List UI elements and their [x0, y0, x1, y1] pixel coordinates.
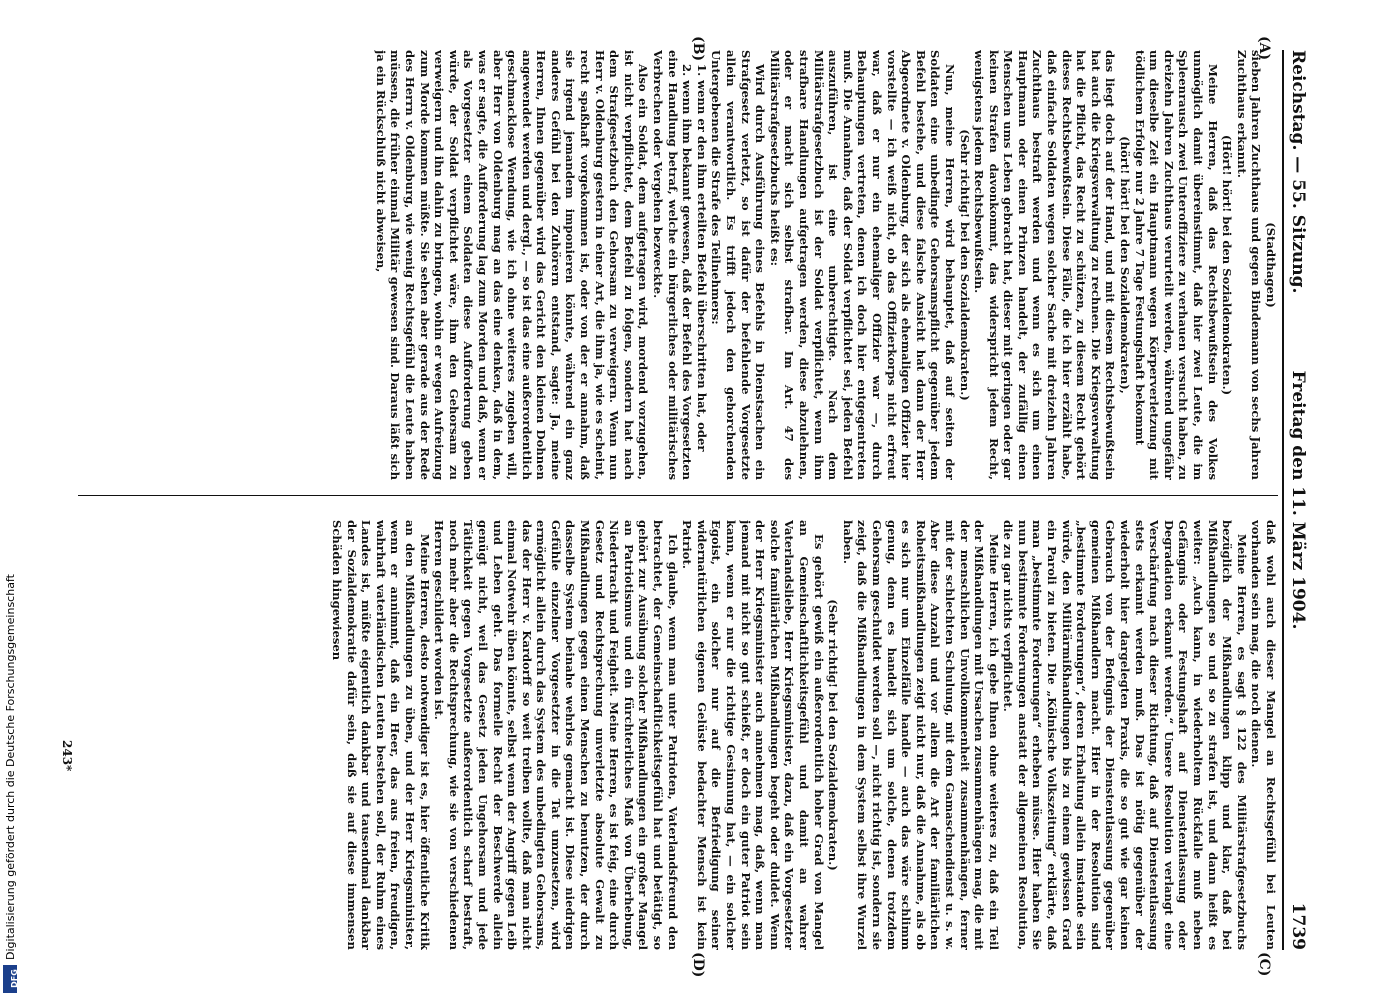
paragraph: Wird durch Ausführung eines Befehls in Dienstsachen ein Strafgesetz verletzt, so ist dafür der befehlende Vorgesetzte allein verantwortlich. Es trifft jedoch den gehorchenden Untergebenen die Strafe des Teilnehmers:: [709, 50, 768, 480]
paragraph: (Stadthagen): [1264, 222, 1278, 308]
paragraph: Nun, meine Herren, wird behauptet, daß auf seiten der Soldaten eine unbedingte Gehorsamspflicht gegenüber jedem Befehl bestehe, und diese falsche Ansicht hat dann der Herr Abgeordnete v. Oldenburg, der sich als ehemaligen Offizier hier vorstellte — ich weiß nicht, ob das Offizierkorps nicht erfreut war, daß er nur ein ehemaliger Offizier war —, durch Behauptungen vertreten, denen ich doch hier entgegentreten muß. Die Annahme, daß der Soldat verpflichtet sei, jeden Befehl auszuführen, ist eine unberechtigte. Nach dem Militärstrafgesetzbuch ist der Soldat verpflichtet, wenn ihm strafbare Handlungen aufgetragen werden, diese abzulehnen, oder er macht sich selbst strafbar. Im Art. 47 des Militärstrafgesetzbuchs heißt es:: [767, 50, 957, 480]
paragraph: 2. wenn ihm bekannt gewesen, daß der Befehl des Vorgesetzten eine Handlung betraf, welche ein bürgerliches oder militärisches Verbrechen oder Vergehen bezweckte.: [651, 50, 695, 480]
header-session: Reichstag. — 55. Sitzung.: [1288, 50, 1308, 294]
header-page-number: 1739: [1288, 902, 1308, 950]
paragraph: Also ein Soldat, dem aufgetragen wird, mordend vorzugehen, ist nicht verpflichtet, dem Befehl zu folgen, sondern hat nach dem Strafgesetzbuch den Gehorsam zu verweigern. Wenn nun Herr v. Oldenburg gestern in einer Art, die ihm ja, wie es scheint, recht spaßhaft vorgekommen ist, oder von der er annahm, daß sie irgend jemandem imponieren könnte, während ein ganz anderes Gefühl bei den Zuhörern entstand, sagte: Ja, meine Herren, Ihnen gegenüber wird das Gericht den kleinen Dohnen angewendet werden und dergl., — so ist das eine außerordentlich geschmacklose Wendung, wie ich ohne weiteres zugeben will, aber Herr von Oldenburg mag an das eine denken, daß in dem, was er sagte, die Aufforderung lag zum Morden und daß, wenn er als Vorgesetzter einem Soldaten diese Aufforderung geben würde, der Soldat verpflichtet wäre, ihm den Gehorsam zu verweigern und ihn dahin zu bringen, wohin er wegen Aufreizung zum Morde kommen müßte. Sie sehen aber gerade aus der Rede des Herrn v. Oldenburg, wie wenig Rechtsgefühl die Leute haben müssen, die früher einmal Militär gewesen sind. Daraus läßt sich ja ein Rückschluß nicht abweisen,: [373, 50, 651, 480]
paragraph: daß wohl auch dieser Mangel an Rechtsgefühl bei Leuten vorhanden sein mag, die noch dienen.: [1249, 520, 1278, 950]
paragraph: Meine Herren, desto notwendiger ist es, hier öffentliche Kritik an den Mißhandlungen zu üben, und der Herr Kriegsminister, wenn er annimmt, daß ein Heer, das aus freien, freudigen, wahrhaft vaterländischen Leuten bestehen soll, der Ruhm eines Landes ist, müßte eigentlich dankbar und tausendmal dankbar der Sozialdemokratie dafür sein, daß sie auf diese immensen Schäden hingewiesen: [330, 520, 432, 950]
margin-mark-b: (B): [690, 36, 706, 62]
paragraph: (hört! hört! bei den Sozialdemokraten),: [1118, 136, 1133, 394]
margin-mark-a: (A): [1256, 36, 1272, 61]
paragraph: Es gehört gewiß ein außerordentlich hoher Grad von Mangel an Gemeinschaftlichkeitsgefühl und damit an wahrer Vaterlandsliebe, Herr Kriegsminister, dazu, daß ein Vorgesetzter solche familiärlichen Mißhandlungen begeht oder duldet. Wenn der Herr Kriegsminister auch annehmen mag, daß, wenn man jemand mit nicht so gut schießt, er doch ein guter Patriot sein kann, wenn er nur die richtige Gesinnung hat, — ein solcher Egoist, ein solcher nur auf die Befriedigung seiner widernatürlichen eigenen Gelüste bedachter Mensch ist kein Patriot.: [680, 520, 826, 950]
paragraph: (Sehr richtig! bei den Sozialdemokraten.): [826, 599, 841, 871]
paragraph: Ich glaube, wenn man unter Patrioten, Vaterlandsfreund den betrachtet, der Gemeinschaftlichkeitsgefühl hat und betätigt, so gehört zur Ausübung solcher Mißhandlungen ein großer Mangel an Patriotismus und ein fürchterliches Maß von Überhebung, Niedertracht und Feigheit. Meine Herren, es ist feig, eine durch Gesetz und Rechtsprechung unverletzte absolute Gewalt zu Mißhandlungen gegen einen Menschen zu benutzen, der durch dasselbe System beinahe wehrlos gemacht ist. Diese niedrigen Gefühle einzelner Vorgesetzter in die Tat umzusetzen, wird ermöglicht allein durch das System des unbedingten Gehorsams, das der Herr v. Kardorff so weit treiben wollte, daß man nicht einmal Notwehr üben könnte, selbst wenn der Angriff gegen Leib und Leben geht. Das formelle Recht der Beschwerde allein genügt nicht, weil das Gesetz jeden Ungehorsam und jede Tätlichkeit gegen Vorgesetzte außerordentlich scharf bestraft, noch mehr aber die Rechtsprechung, wie sie von verschiedenen Herren geschildert worden ist.: [432, 520, 680, 950]
digitization-note: [0, 0, 28, 1000]
column-divider: [78, 495, 1278, 496]
paragraph: (Hört! hört! bei den Sozialdemokraten.): [1220, 134, 1235, 396]
dfg-logo: [3, 965, 17, 993]
scanned-page: [50, 36, 1310, 978]
paragraph: das liegt doch auf der Hand, und mit diesem Rechtsbewußtsein hat auch die Kriegsverwaltung zu rechnen. Die Kriegsverwaltung hat die Pflicht, das Recht zu schützen, zu diesem Recht gehört dieses Rechtsbewußtsein. Diese Fälle, die ich hier erzählt habe, daß einfache Soldaten wegen solcher Sache mit dreizehn Jahren Zuchthaus bestraft werden und wenn es sich um einen Hauptmann oder einen Prinzen handelt, der zufällig einen Menschen ums Leben gebracht hat, dieser mit geringen oder gar keinen Strafen davonkommt, das widerspricht jedem Recht, wenigstens jedem Rechtsbewußtsein.: [972, 50, 1118, 480]
paragraph: 1. wenn er den ihm erteilten Befehl überschritten hat, oder: [694, 64, 709, 452]
paragraph: Meine Herren, daß das Rechtsbewußtsein des Volkes unmöglich damit übereinstimmt, daß hier zwei Leute, die im Spleenrausch zwei Unteroffiziere zu verhauen versucht haben, zu dreizehn Jahren Zuchthaus verurteilt werden, während ungefähr um dieselbe Zeit ein Hauptmann wegen Körperverletzung mit tödlichem Erfolge nur 2 Jahre 7 Tage Festungshaft bekommt: [1132, 50, 1220, 480]
paragraph: Meine Herren, ich gebe Ihnen ohne weiteres zu, daß ein Teil der Mißhandlungen mit Ursachen zusammenhängen mag, die mit der menschlichen Unvollkommenheit zusammenhängen, ferner mit der schlechten Schulung, mit dem Gamaschendienst u. s. w. Aber diese Anzahl und vor allem die Art der familiärlichen Roheitsmißhandlungen zeigt nicht nur, daß die Annahme, als ob es sich nur um Einzelfälle handle — auch das wäre schlimm genug, denn es handelt sich um solche, denen trotzdem Gehorsam geschuldet werden soll —, nicht richtig ist, sondern sie zeigt, daß die Mißhandlungen in dem System selbst ihre Wurzel haben.: [840, 520, 1001, 950]
digitization-note-text: Digitalisierung gefördert durch die Deutsche Forschungsgemeinschaft: [4, 574, 17, 960]
paragraph: sieben Jahren Zuchthaus und gegen Bindemann von sechs Jahren Zuchthaus erkannt.: [1234, 50, 1264, 480]
footer-signature: 243*: [60, 740, 74, 772]
header-date: Freitag den 11. März 1904.: [1288, 370, 1308, 630]
left-column: [68, 50, 1278, 480]
margin-mark-d: (D): [690, 952, 706, 978]
page-header: [1282, 50, 1310, 950]
paragraph: (Sehr richtig! bei den Sozialdemokraten.): [957, 129, 972, 401]
margin-mark-c: (C): [1256, 952, 1272, 977]
dfg-logo-text: DFG: [9, 969, 19, 988]
right-column: [68, 520, 1278, 950]
paragraph: Meine Herren, es sagt § 122 des Militärstrafgesetzbuchs bezüglich der Mißhandlungen klipp und klar, daß bei Mißhandlungen so und so zu strafen ist, und dann heißt es weiter: „Auch kann, in wiederholtem Rückfalle muß neben Gefängnis oder Festungshaft auf Dienstentlassung oder Degradation erkannt werden.“ Unsere Resolution verlangt eine Verschärfung nach dieser Richtung, daß auf Dienstentlassung stets erkannt werden muß. Das ist nötig gegenüber der wiederholt hier dargelegten Praxis, die so gut wie gar keinen Gebrauch von der Befugnis der Dienstentlassung gegenüber gemeinen Mißhandlern macht. Hier in der Resolution sind „bestimmte Forderungen“, deren Erhaltung allein imstande sein würde, den Militärmißhandlungen bis zu einem gewissen Grad ein Paroli zu bieten. Die „Kölnische Volkszeitung“ erklärte, daß man „bestimmte Forderungen“ erheben müsse. Hier haben Sie nun bestimmte Forderungen anstatt der allgemeinen Resolution, die zu gar nichts verpflichtet.: [1001, 520, 1249, 950]
